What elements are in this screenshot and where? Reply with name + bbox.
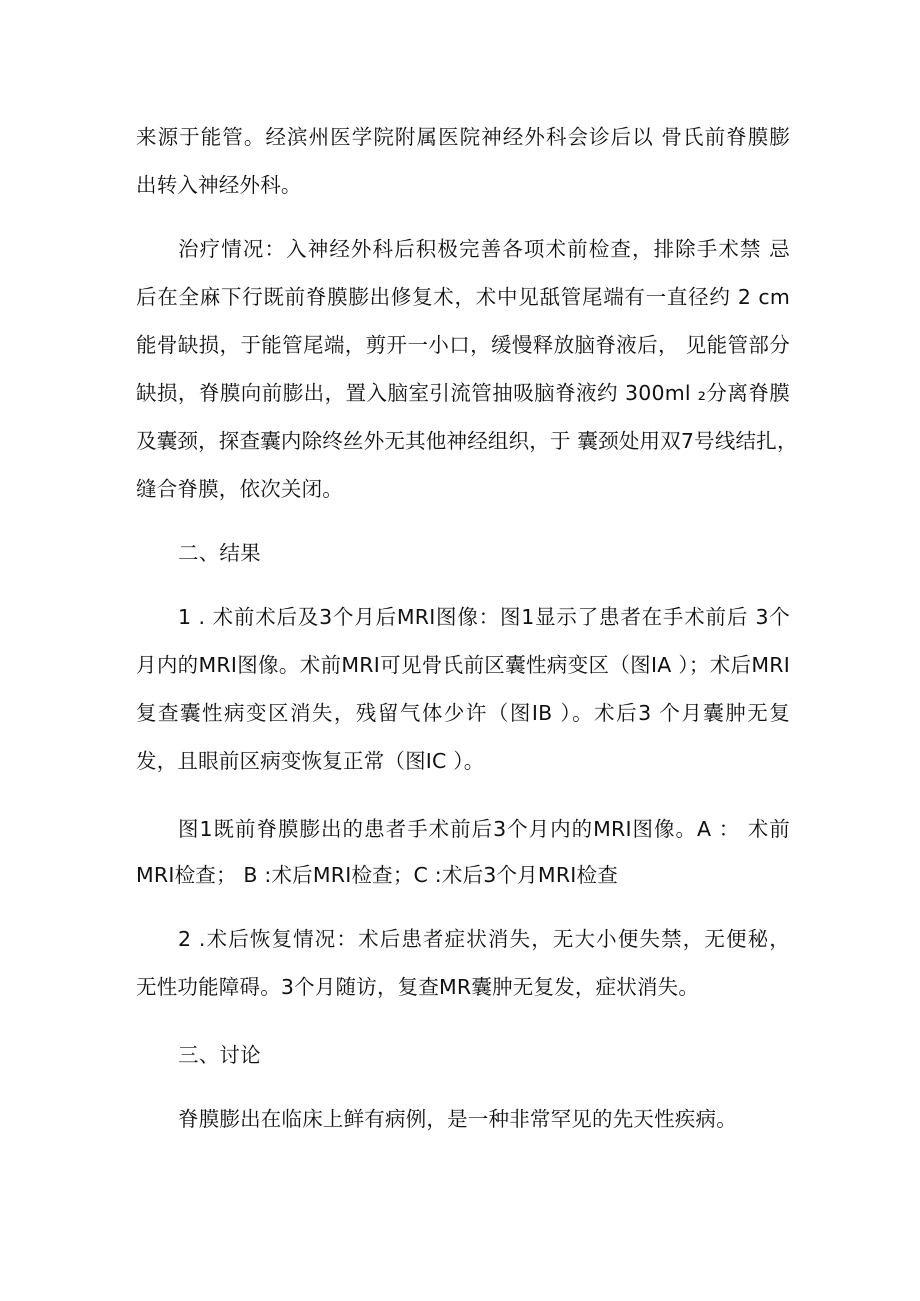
paragraph-result2-line-1: 2 .术后恢复情况：术后患者症状消失，无大小便失禁，无便秘， bbox=[178, 927, 790, 951]
paragraph-treatment-line-2: 后在全麻下行既前脊膜膨出修复术，术中见舐管尾端有一直径约 2 cm bbox=[136, 285, 790, 309]
heading-results: 二、结果 bbox=[178, 541, 261, 565]
figure-caption-line-1: 图1既前脊膜膨出的患者手术前后3个月内的MRI图像。A ： 术前 bbox=[178, 817, 790, 841]
paragraph-result1-line-4: 发，且眼前区病变恢复正常（图IC ）。 bbox=[136, 749, 485, 773]
paragraph-treatment-line-1: 治疗情况：入神经外科后积极完善各项术前检查，排除手术禁 忌 bbox=[178, 237, 790, 261]
paragraph-result1-line-1: 1 . 术前术后及3个月后MRI图像：图1显示了患者在手术前后 3个 bbox=[178, 605, 790, 629]
figure-caption-line-2: MRI检查； B :术后MRI检查；C :术后3个月MRI检查 bbox=[136, 863, 618, 887]
paragraph-discussion: 脊膜膨出在临床上鲜有病例，是一种非常罕见的先天性疾病。 bbox=[178, 1107, 737, 1131]
paragraph-treatment-line-5: 及囊颈，探查囊内除终丝外无其他神经组织，于 囊颈处用双7号线结扎， bbox=[136, 429, 798, 453]
paragraph-result2-line-2: 无性功能障碍。3个月随访，复查MR囊肿无复发，症状消失。 bbox=[136, 975, 700, 999]
paragraph-treatment-line-4: 缺损，脊膜向前膨出，置入脑室引流管抽吸脑脊液约 300ml ₂分离脊膜 bbox=[136, 381, 790, 405]
paragraph-result1-line-3: 复查囊性病变区消失，残留气体少许（图IB ）。术后3 个月囊肿无复 bbox=[136, 701, 790, 725]
heading-discussion: 三、讨论 bbox=[178, 1043, 261, 1067]
paragraph-source-line-2: 出转入神经外科。 bbox=[136, 173, 302, 197]
paragraph-source-line-1: 来源于能管。经滨州医学院附属医院神经外科会诊后以 骨氏前脊膜膨 bbox=[136, 125, 790, 149]
paragraph-result1-line-2: 月内的MRI图像。术前MRI可见骨氏前区囊性病变区（图IA ）；术后MRI bbox=[136, 653, 790, 677]
paragraph-treatment-line-3: 能骨缺损，于能管尾端，剪开一小口，缓慢释放脑脊液后， 见能管部分 bbox=[136, 333, 790, 357]
paragraph-treatment-line-6: 缝合脊膜，依次关闭。 bbox=[136, 477, 343, 501]
